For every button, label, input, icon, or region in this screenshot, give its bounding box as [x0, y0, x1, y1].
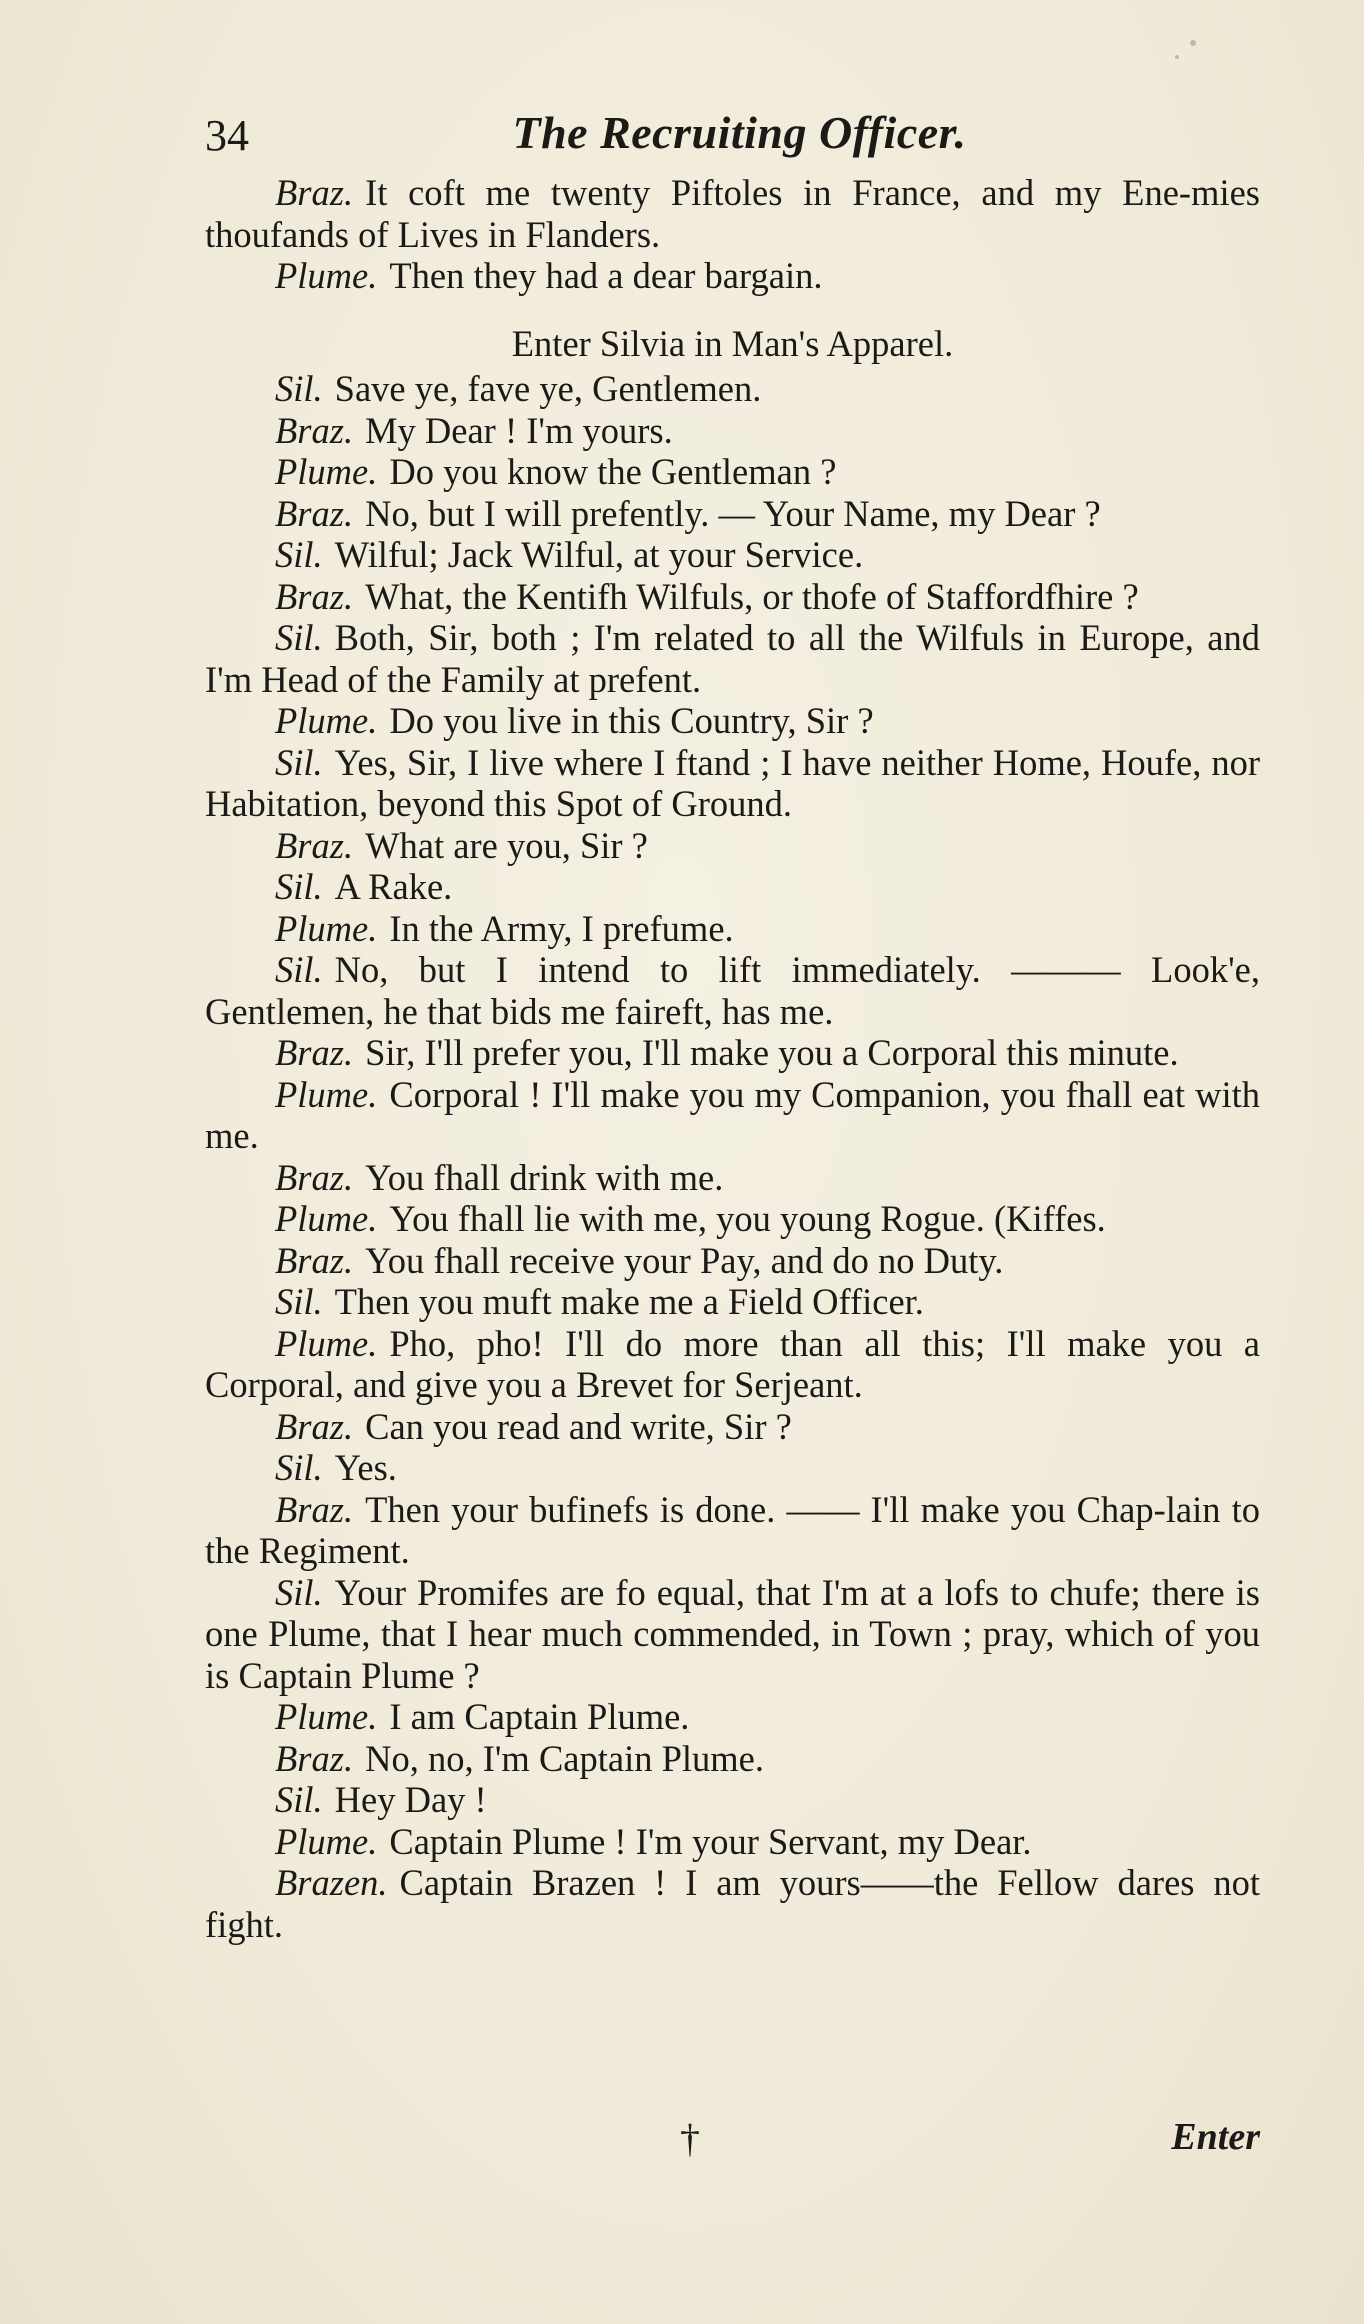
dialogue-line [205, 451, 1260, 493]
page-footer [205, 2115, 1260, 2175]
play-text [205, 172, 1260, 1945]
dialogue-line [205, 534, 1260, 576]
dialogue-line [205, 1696, 1260, 1738]
dialogue-line [205, 493, 1260, 535]
speaker-name: Brazen. [275, 1862, 388, 1903]
dialogue-text: You fhall drink with me. [365, 1156, 724, 1198]
dialogue-line [205, 866, 1260, 908]
dialogue-line [205, 908, 1260, 950]
speaker-name: Plume. [275, 907, 378, 949]
stage-direction-text: Enter Silvia in Man's Apparel. [511, 322, 954, 364]
dialogue-line [205, 1323, 1260, 1406]
dialogue-line [205, 1862, 1260, 1945]
dialogue-text: In the Army, I prefume. [389, 907, 734, 949]
speaker-name: Sil. [275, 534, 323, 575]
dialogue-text: Then your bufinefs is done. —— I'll make you Chap-lain to the Regiment. [205, 1488, 1260, 1571]
speaker-name: Sil. [275, 617, 323, 658]
speaker-name: Braz. [275, 1405, 354, 1447]
speaker-name: Braz. [275, 409, 354, 451]
dialogue-line [205, 1032, 1260, 1074]
dialogue-line [205, 742, 1260, 825]
speaker-name: Plume. [275, 451, 378, 492]
dialogue-text: No, no, I'm Captain Plume. [365, 1737, 765, 1779]
dialogue-line [205, 949, 1260, 1032]
dialogue-text: Can you read and write, Sir ? [365, 1405, 792, 1447]
speaker-name: Sil. [275, 1571, 323, 1613]
dialogue-text: What are you, Sir ? [365, 824, 648, 866]
dialogue-text: Captain Plume ! I'm your Servant, my Dear. [389, 1820, 1032, 1862]
dialogue-line [205, 255, 1260, 297]
dialogue-text: Do you know the Gentleman ? [389, 451, 837, 492]
speaker-name: Sil. [275, 741, 323, 783]
dialogue-line [205, 1281, 1260, 1323]
dialogue-text: Yes. [334, 1447, 397, 1488]
speaker-name: Braz. [275, 1737, 354, 1779]
dialogue-text: Corporal ! I'll make you my Companion, you fhall eat with me. [205, 1073, 1260, 1156]
speaker-name: Braz. [275, 1239, 354, 1281]
speaker-name: Plume. [275, 255, 378, 296]
speaker-name: Sil. [275, 1447, 323, 1488]
signature-mark: † [680, 2116, 700, 2161]
dialogue-text: I am Captain Plume. [389, 1696, 690, 1737]
speaker-name: Braz. [275, 1156, 354, 1198]
ink-speck [1175, 55, 1179, 59]
speaker-name: Braz. [275, 575, 354, 617]
dialogue-line [205, 368, 1260, 410]
dialogue-text: Save ye, fave ye, Gentlemen. [334, 368, 762, 409]
speaker-name: Braz. [275, 1032, 354, 1073]
dialogue-line [205, 700, 1260, 742]
speaker-name: Sil. [275, 1281, 323, 1322]
speaker-name: Sil. [275, 1779, 323, 1820]
dialogue-text: Hey Day ! [334, 1779, 487, 1820]
dialogue-line [205, 576, 1260, 618]
dialogue-line [205, 1779, 1260, 1821]
dialogue-text: My Dear ! I'm yours. [365, 409, 673, 451]
dialogue-text: Both, Sir, both ; I'm related to all the Wilfuls in Europe, and I'm Head of the Family at prefent. [205, 617, 1260, 700]
dialogue-line [205, 1074, 1260, 1157]
running-title: The Recruiting Officer. [512, 107, 967, 158]
speaker-name: Plume. [275, 1198, 378, 1239]
speaker-name: Braz. [275, 1488, 354, 1530]
stage-direction [205, 323, 1260, 365]
dialogue-line [205, 1406, 1260, 1448]
catchword: Enter [1171, 2116, 1260, 2158]
speaker-name: Sil. [275, 866, 323, 907]
ink-speck [1190, 40, 1196, 46]
dialogue-line [205, 1821, 1260, 1863]
dialogue-line [205, 410, 1260, 452]
speaker-name: Braz. [275, 172, 354, 213]
dialogue-line [205, 617, 1260, 700]
speaker-name: Plume. [275, 1322, 378, 1364]
dialogue-text: Do you live in this Country, Sir ? [389, 700, 874, 741]
speaker-name: Braz. [275, 492, 354, 534]
dialogue-line [205, 1489, 1260, 1572]
dialogue-text: Sir, I'll prefer you, I'll make you a Corporal this minute. [365, 1032, 1179, 1073]
dialogue-text: No, but I intend to lift immediately. ——— Look'e, Gentlemen, he that bids me faireft, has me. [205, 949, 1260, 1032]
speaker-name: Plume. [275, 1073, 378, 1115]
dialogue-text: You fhall receive your Pay, and do no Duty. [365, 1239, 1004, 1281]
dialogue-text: Then they had a dear bargain. [389, 255, 823, 296]
dialogue-text: Yes, Sir, I live where I ftand ; I have neither Home, Houfe, nor Habitation, beyond this Spot of Ground. [205, 741, 1260, 824]
dialogue-text: No, but I will prefently. — Your Name, my Dear ? [365, 492, 1101, 534]
dialogue-line [205, 1572, 1260, 1697]
dialogue-line [205, 1157, 1260, 1199]
dialogue-text: Pho, pho! I'll do more than all this; I'll make you a Corporal, and give you a Brevet for Serjeant. [205, 1322, 1260, 1405]
page-header [205, 98, 1274, 158]
dialogue-text: Your Promifes are fo equal, that I'm at a lofs to chufe; there is one Plume, that I hear much commended, in Town ; pray, which of you is Captain Plume ? [205, 1571, 1260, 1696]
dialogue-line [205, 172, 1260, 255]
dialogue-line [205, 1738, 1260, 1780]
dialogue-line [205, 1198, 1260, 1240]
dialogue-text: It coft me twenty Piftoles in France, and my Ene-mies thoufands of Lives in Flanders. [205, 172, 1260, 255]
speaker-name: Plume. [275, 1820, 378, 1862]
speaker-name: Plume. [275, 700, 378, 741]
speaker-name: Braz. [275, 824, 354, 866]
page-number: 34 [205, 111, 249, 160]
dialogue-line [205, 1240, 1260, 1282]
speaker-name: Sil. [275, 368, 323, 409]
dialogue-text: Wilful; Jack Wilful, at your Service. [334, 534, 864, 575]
dialogue-line [205, 825, 1260, 867]
speaker-name: Plume. [275, 1696, 378, 1737]
speaker-name: Sil. [275, 949, 323, 990]
dialogue-text: A Rake. [334, 866, 453, 907]
dialogue-text: You fhall lie with me, you young Rogue. (Kiffes. [389, 1198, 1106, 1239]
dialogue-text: Then you muft make me a Field Officer. [334, 1281, 924, 1322]
dialogue-line [205, 1447, 1260, 1489]
dialogue-text: Captain Brazen ! I am yours——the Fellow dares not fight. [205, 1862, 1260, 1945]
dialogue-text: What, the Kentifh Wilfuls, or thofe of Staffordfhire ? [365, 575, 1139, 617]
